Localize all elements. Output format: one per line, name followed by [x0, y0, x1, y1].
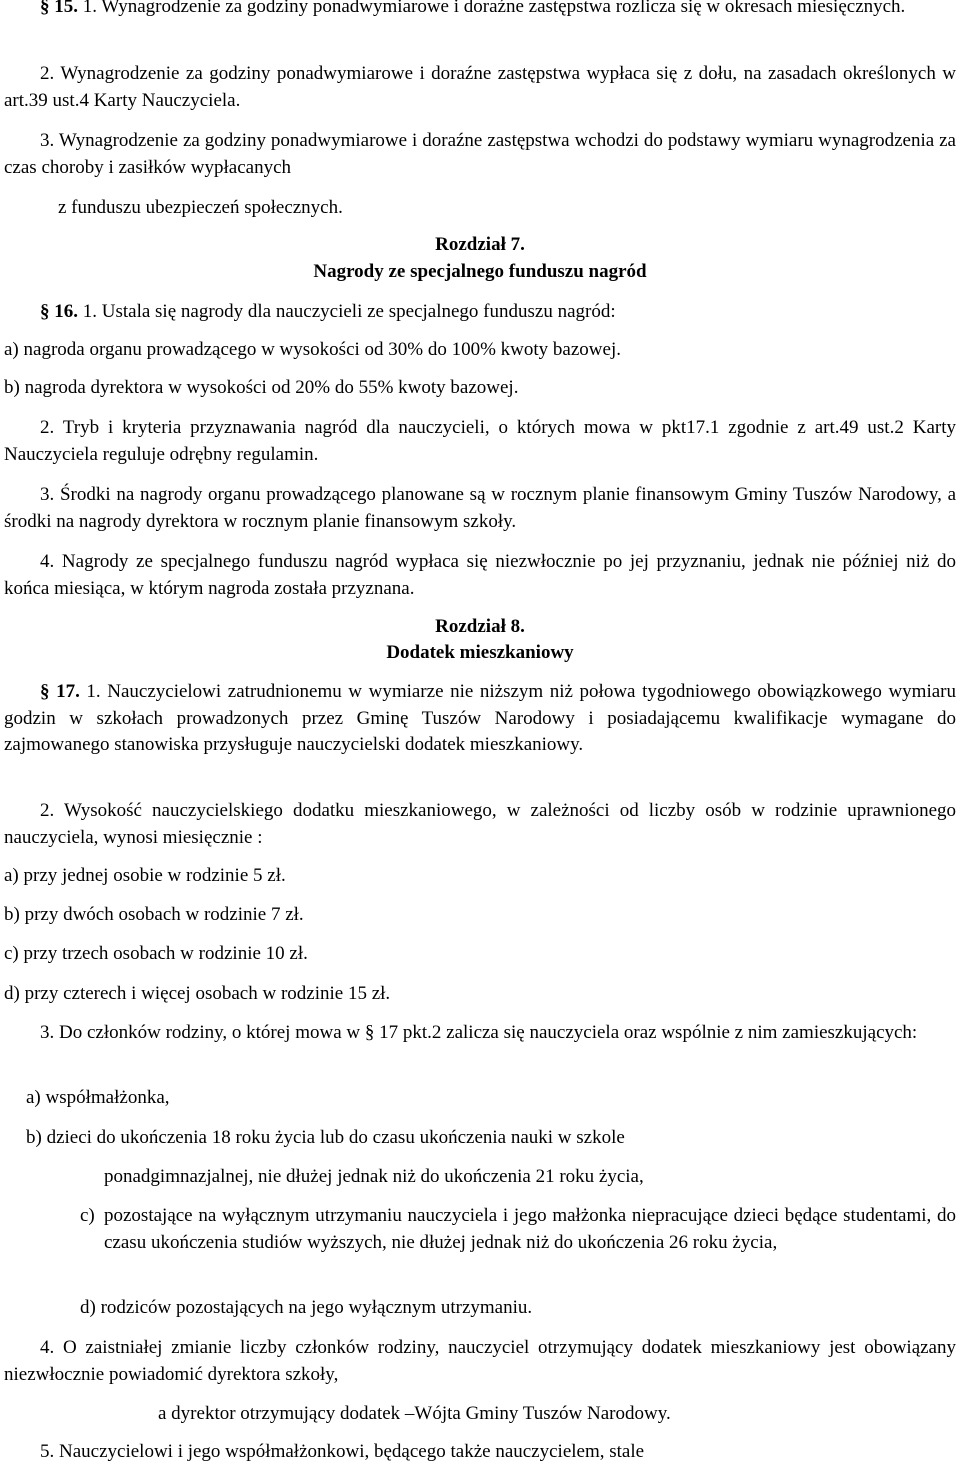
- paragraph-15-1: § 15. 1. Wynagrodzenie za godziny ponadwymiarowe i doraźne zastępstwa rozlicza się w okresach miesięcznych.: [4, 0, 956, 21]
- list-item-17-d: d) przy czterech i więcej osobach w rodzinie 15 zł.: [4, 983, 391, 1004]
- list-item-17-3-b: b) dzieci do ukończenia 18 roku życia lub do czasu ukończenia nauki w szkole: [26, 1127, 625, 1148]
- list-item-17-b: b) przy dwóch osobach w rodzinie 7 zł.: [4, 904, 304, 925]
- chapter-8-label: Rozdział 8.: [435, 616, 525, 637]
- paragraph-17-5: 5. Nauczycielowi i jego współmałżonkowi, będącego także nauczycielem, stale: [40, 1441, 645, 1462]
- paragraph-17-1: § 17. 1. Nauczycielowi zatrudnionemu w wymiarze nie niższym niż połowa tygodniowego obowiązkowego wymiaru godzin w szkołach prowadzonych przez Gminę Tuszów Narodowy i posiadającemu kwalifikacje wymagane do zajmowanego stanowiska przysługuje nauczycielski dodatek mieszkaniowy.: [4, 681, 956, 755]
- list-item-17-3-c-label: c): [80, 1205, 95, 1226]
- list-item-17-c: c) przy trzech osobach w rodzinie 10 zł.: [4, 943, 308, 964]
- list-item-17-3-d: d) rodziców pozostających na jego wyłącznym utrzymaniu.: [80, 1297, 533, 1318]
- chapter-7-title: Nagrody ze specjalnego funduszu nagród: [313, 261, 647, 282]
- chapter-8-title: Dodatek mieszkaniowy: [386, 642, 574, 663]
- list-item-17-a: a) przy jednej osobie w rodzinie 5 zł.: [4, 865, 286, 886]
- section-number: § 16.: [40, 301, 78, 322]
- paragraph-17-4: 4. O zaistniałej zmianie liczby członków rodziny, nauczyciel otrzymujący dodatek mieszkaniowy jest obowiązany niezwłocznie powiadomić dyrektora szkoły,: [4, 1337, 956, 1385]
- list-item-17-3-c: pozostające na wyłącznym utrzymaniu nauczyciela i jego małżonka niepracujące dzieci będące studentami, do czasu ukończenia studiów wyższych, nie dłużej jednak niż do ukończenia 26 roku życia,: [104, 1205, 956, 1253]
- list-item-16-a: a) nagroda organu prowadzącego w wysokości od 30% do 100% kwoty bazowej.: [4, 339, 621, 360]
- paragraph-17-3: 3. Do członków rodziny, o której mowa w § 17 pkt.2 zalicza się nauczyciela oraz wspólnie z nim zamieszkujących:: [40, 1022, 918, 1043]
- list-item-17-3-b-cont: ponadgimnazjalnej, nie dłużej jednak niż do ukończenia 21 roku życia,: [104, 1166, 644, 1187]
- paragraph-16-1: § 16. 1. Ustala się nagrody dla nauczycieli ze specjalnego funduszu nagród:: [40, 301, 616, 322]
- section-number: § 15.: [40, 0, 78, 17]
- paragraph-15-2: 2. Wynagrodzenie za godziny ponadwymiarowe i doraźne zastępstwa wypłaca się z dołu, na zasadach określonych w art.39 ust.4 Karty Nauczyciela.: [4, 63, 956, 111]
- list-item-17-3-a: a) współmałżonka,: [26, 1087, 170, 1108]
- list-item-16-b: b) nagroda dyrektora w wysokości od 20% do 55% kwoty bazowej.: [4, 377, 519, 398]
- chapter-7-label: Rozdział 7.: [435, 234, 525, 255]
- paragraph-17-2: 2. Wysokość nauczycielskiego dodatku mieszkaniowego, w zależności od liczby osób w rodzinie uprawnionego nauczyciela, wynosi miesięcznie :: [4, 800, 956, 848]
- paragraph-16-3: 3. Środki na nagrody organu prowadzącego planowane są w rocznym planie finansowym Gminy Tuszów Narodowy, a środki na nagrody dyrektora w rocznym planie finansowym szkoły.: [4, 484, 956, 532]
- paragraph-15-3-cont: z funduszu ubezpieczeń społecznych.: [58, 197, 343, 218]
- section-number: § 17.: [40, 681, 80, 702]
- paragraph-16-2: 2. Tryb i kryteria przyznawania nagród dla nauczycieli, o których mowa w pkt17.1 zgodnie z art.49 ust.2 Karty Nauczyciela reguluje odrębny regulamin.: [4, 417, 956, 465]
- paragraph-16-4: 4. Nagrody ze specjalnego funduszu nagród wypłaca się niezwłocznie po jej przyznaniu, jednak nie później niż do końca miesiąca, w którym nagroda została przyznana.: [4, 551, 956, 599]
- paragraph-15-3: 3. Wynagrodzenie za godziny ponadwymiarowe i doraźne zastępstwa wchodzi do podstawy wymiaru wynagrodzenia za czas choroby i zasiłków wypłacanych: [4, 130, 956, 178]
- paragraph-17-4-cont: a dyrektor otrzymujący dodatek –Wójta Gminy Tuszów Narodowy.: [158, 1403, 671, 1424]
